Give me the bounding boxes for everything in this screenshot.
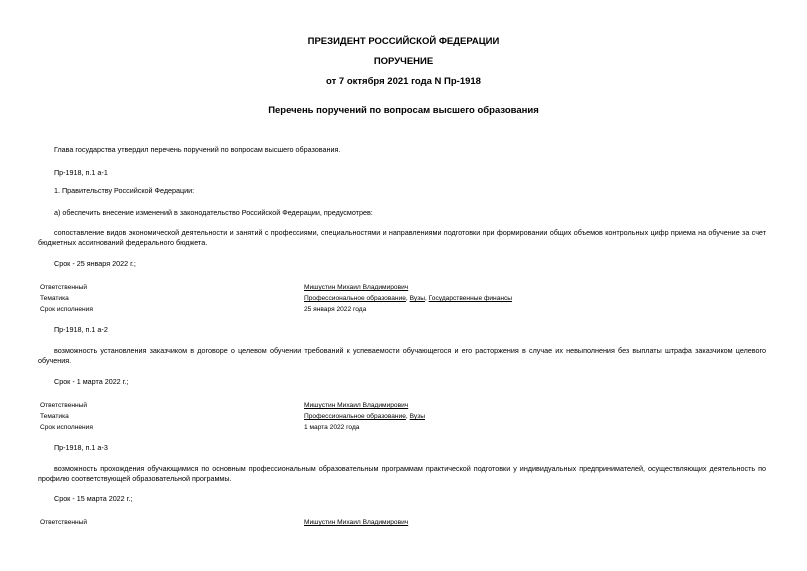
item-text-2: возможность установления заказчиком в договоре о целевом обучении требований к успеваемости обучающегося и его расторжения в случае их невыполнения без выплаты штрафа заказчиком целевого обучения. bbox=[38, 346, 766, 365]
deadline-1: Срок - 25 января 2022 г.; bbox=[54, 259, 136, 268]
deadline-2: Срок - 1 марта 2022 г.; bbox=[54, 377, 129, 386]
item-ref-1: Пр-1918, п.1 а-1 bbox=[54, 168, 108, 177]
due-label-1: Срок исполнения bbox=[40, 306, 93, 313]
due-value-2: 1 марта 2022 года bbox=[304, 424, 360, 431]
topic-link-universities[interactable]: Вузы bbox=[409, 295, 425, 302]
issuer-heading: ПРЕЗИДЕНТ РОССИЙСКОЙ ФЕДЕРАЦИИ bbox=[307, 36, 500, 47]
due-label-2: Срок исполнения bbox=[40, 424, 93, 431]
document-title: Перечень поручений по вопросам высшего образования bbox=[268, 105, 539, 116]
responsible-link-2[interactable]: Мишустин Михаил Владимирович bbox=[304, 402, 409, 409]
item-text-1: сопоставление видов экономической деятельности и занятий с профессиями, специальностями и направлениями подготовки при формировании общих объемов контрольных цифр приема на обучение за счет бюджетных ассигнований федерального бюджета. bbox=[38, 228, 766, 247]
topic-link-public-finance[interactable]: Государственные финансы bbox=[428, 295, 513, 302]
intro-paragraph: Глава государства утвердил перечень поручений по вопросам высшего образования. bbox=[54, 145, 341, 154]
item-ref-2: Пр-1918, п.1 а-2 bbox=[54, 325, 108, 334]
topic-link-professional-education[interactable]: Профессиональное образование bbox=[304, 413, 406, 420]
responsible-label-3: Ответственный bbox=[40, 519, 88, 526]
topic-list-1: Профессиональное образование, Вузы, Государственные финансы bbox=[304, 295, 513, 302]
date-number-heading: от 7 октября 2021 года N Пр-1918 bbox=[326, 76, 481, 87]
topic-label-2: Тематика bbox=[40, 413, 69, 420]
item-ref-3: Пр-1918, п.1 а-3 bbox=[54, 443, 108, 452]
topic-label-1: Тематика bbox=[40, 295, 69, 302]
responsible-link-3[interactable]: Мишустин Михаил Владимирович bbox=[304, 519, 409, 526]
responsible-label-2: Ответственный bbox=[40, 402, 88, 409]
item-text-3: возможность прохождения обучающимися по основным профессиональным образовательным программам практической подготовки у индивидуальных предпринимателей, осуществляющих деятельность по профилю соответствующей образовательной программы. bbox=[38, 464, 766, 483]
government-heading: 1. Правительству Российской Федерации: bbox=[54, 186, 195, 195]
topic-list-2: Профессиональное образование, Вузы bbox=[304, 413, 425, 420]
responsible-link-1[interactable]: Мишустин Михаил Владимирович bbox=[304, 284, 409, 291]
doc-type-heading: ПОРУЧЕНИЕ bbox=[373, 56, 434, 67]
responsible-label-1: Ответственный bbox=[40, 284, 88, 291]
topic-link-professional-education[interactable]: Профессиональное образование bbox=[304, 295, 406, 302]
due-value-1: 25 января 2022 года bbox=[304, 306, 367, 313]
deadline-3: Срок - 15 марта 2022 г.; bbox=[54, 494, 133, 503]
subpoint-a: а) обеспечить внесение изменений в законодательство Российской Федерации, предусмотрев: bbox=[54, 208, 373, 217]
topic-link-universities[interactable]: Вузы bbox=[409, 413, 425, 420]
